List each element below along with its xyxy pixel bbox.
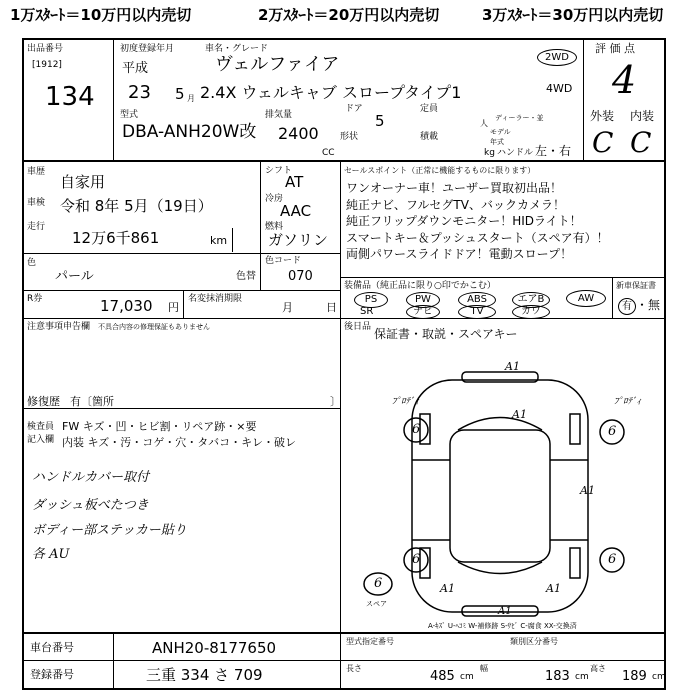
inspection-label: 車検 [27,198,46,208]
recycle: 17,030 [100,297,153,315]
length-label: 長さ [346,664,362,673]
damage-mark: A1 [505,360,520,373]
grade: 2.4X ウェルキャブ スロープタイプ1 [200,83,462,102]
equip-sr: SR [360,306,374,317]
new-warranty-label: 新車保証書 [616,281,656,290]
cc-unit: CC [322,148,335,158]
fuel: ガソリン [268,231,329,249]
class-num-label: 類別区分番号 [510,637,558,646]
load-label: 積載 [420,132,439,142]
width-unit: cm [575,672,589,682]
notes-sub: 不具合内容の修理保証もありません [98,323,210,331]
hand-note: ハンドルカバー取付 [32,470,150,485]
after-items: 保証書・取説・スペアキー [374,327,518,341]
length-unit: cm [460,672,474,682]
damage-mark: A1 [512,408,527,421]
tire-mark-spare-label: 6 [374,576,383,591]
sales-line: 純正フリップダウンモニター！HIDライト！ [346,214,582,228]
tire-mark-fr-label: 6 [608,424,617,439]
tire-mark-fl-label: 6 [412,422,421,437]
equipment-label: 装備品（純正品に限り○印でかこむ） [344,281,496,291]
reg-year: 23 [128,82,151,103]
dealer-label: ディーラー・並 [495,114,544,122]
sales-line: 両側パワースライドドア！電動スロープ！ [346,247,573,261]
equip-aw: AW [566,290,606,307]
damage-mark: A1 [440,582,455,595]
warranty-sep: ・ [636,298,649,312]
equip-ps: PS [354,292,388,308]
chassis: ANH20-8177650 [152,639,277,657]
after-label: 後日品 [344,322,372,332]
rule-3: 3万ｽﾀｰﾄ＝30万円以内売切 [482,6,664,24]
month-unit: 月 [187,94,195,103]
score-label: 評 価 点 [595,42,635,55]
legend-label-2: 記入欄 [27,435,55,445]
reg-month: 5 [175,85,185,103]
fuel-label: 燃料 [265,222,284,232]
height-label: 高さ [590,664,606,673]
exterior-label: 外装 [590,109,615,123]
reg: 三重 334 さ 709 [146,666,263,684]
ac: AAC [280,202,312,220]
recycle-unit: 円 [168,301,179,314]
change-unit-month: 月 [282,301,293,314]
type-label: 車歴 [27,167,46,177]
mileage-label: 走行 [27,222,46,232]
color-label: 色 [27,258,37,268]
rule-2: 2万ｽﾀｰﾄ＝20万円以内売切 [258,6,440,24]
lot-code: [1912] [32,60,62,70]
change-unit-day: 日 [326,301,337,314]
model-code: DBA-ANH20W改 [122,122,257,142]
color-change-label: 色替 [236,271,256,282]
type: 自家用 [60,173,106,191]
damage-mark: A1 [580,484,595,497]
header-rules [0,0,700,32]
damage-mark: A1 [546,582,561,595]
drive-4wd: 4WD [546,82,573,95]
notes-label: 注意事項申告欄 [27,322,91,332]
spare-label: スペア [366,600,387,608]
capacity-label: 定員 [420,104,439,114]
hand-note: ダッシュ板べたつき [32,498,149,513]
legend-row-1: FW キズ・凹・ヒビ割・リペア跡・×要 [62,420,257,433]
color-code: 070 [288,269,313,284]
doors: 5 [375,112,385,130]
lot-label: 出品番号 [27,44,64,54]
equip-navi: ナビ [406,305,440,319]
car-name: ヴェルファイア [215,54,340,75]
equip-airbag: エアB [512,292,550,308]
displacement: 2400 [278,124,319,143]
pdup-right: ﾌﾟﾛﾃﾞｨ [614,397,642,407]
diagram-legend: A-ｷｽﾞ U-ﾍｺﾐ W-補修跡 S-ｻﾋﾞ C-腐食 XX-交換済 [428,622,577,630]
damage-mark: A1 [498,606,512,617]
equip-leather: カワ [512,305,550,319]
sales-label: セールスポイント（正常に機能するものに限ります） [344,166,536,175]
shift-label: シフト [265,166,293,176]
name-grade-label: 車名・グレード [205,44,269,54]
shift: AT [285,173,304,191]
chassis-label: 車台番号 [30,641,74,654]
warranty-no: 無 [648,298,661,312]
hand-note: ボディー部ステッカー貼り [32,523,187,538]
shape-label: 形状 [340,132,359,142]
doors-label: ドア [345,104,363,114]
sales-line: ワンオーナー車！ユーザー買取初出品！ [346,181,563,195]
hand-note: 各 AU [32,547,70,562]
score-value: 4 [612,58,637,102]
height-unit: cm [652,672,666,682]
exterior-score: C [592,126,614,159]
tire-mark-rr-label: 6 [608,552,617,567]
equip-pw: PW [406,292,440,308]
legend-row-2: 内装 キズ・汚・コゲ・穴・タバコ・キレ・破レ [62,436,297,449]
change-label: 名変抹消期限 [188,294,243,304]
interior-label: 内装 [630,109,655,123]
handle-label: ハンドル [497,148,534,158]
sales-line: 純正ナビ、フルセグTV、バックカメラ！ [346,197,565,212]
sales-lines [346,180,609,263]
ac-label: 冷房 [265,194,284,204]
mileage-unit: km [210,234,228,247]
repair-close: 〕 [330,395,341,408]
model-label: 型式 [120,110,139,120]
equip-tv: TV [458,305,496,319]
equip-abs: ABS [458,292,496,308]
recycle-label: R券 [27,294,43,304]
interior-score: C [630,126,652,159]
load-unit: kg [484,148,495,158]
repair-label: 修復歴 [27,395,60,408]
inspection: 令和 8年 5月（19日） [60,197,213,215]
warranty-choice [618,296,660,315]
repair-value: 有〔箇所 [70,395,114,408]
warranty-yes: 有 [618,298,636,315]
model-year-label: モデル 年式 [490,128,511,146]
first-reg-label: 初度登録年月 [120,44,175,54]
lot-number: 134 [45,82,95,112]
tire-mark-rl-label: 6 [412,552,421,567]
color: パール [55,269,94,284]
model-num-label: 型式指定番号 [346,637,394,646]
pdup-left: ﾌﾟﾛﾃﾞｨ [392,397,420,407]
capacity-unit: 人 [480,119,488,128]
era: 平成 [122,61,149,76]
width: 183 [545,669,570,684]
length: 485 [430,669,455,684]
handle: 左・右 [535,144,572,158]
mileage: 12万6千861 [72,229,160,247]
sales-line: スマートキー＆プッシュスタート（スペア有）！ [346,230,609,245]
width-label: 幅 [480,664,488,673]
color-code-label: 色コード [265,256,302,266]
rule-1: 1万ｽﾀｰﾄ＝10万円以内売切 [10,6,192,24]
drive-2wd: 2WD [537,49,577,66]
displacement-label: 排気量 [265,110,293,120]
height: 189 [622,669,647,684]
reg-label: 登録番号 [30,668,74,681]
legend-label-1: 検査員 [27,422,55,432]
